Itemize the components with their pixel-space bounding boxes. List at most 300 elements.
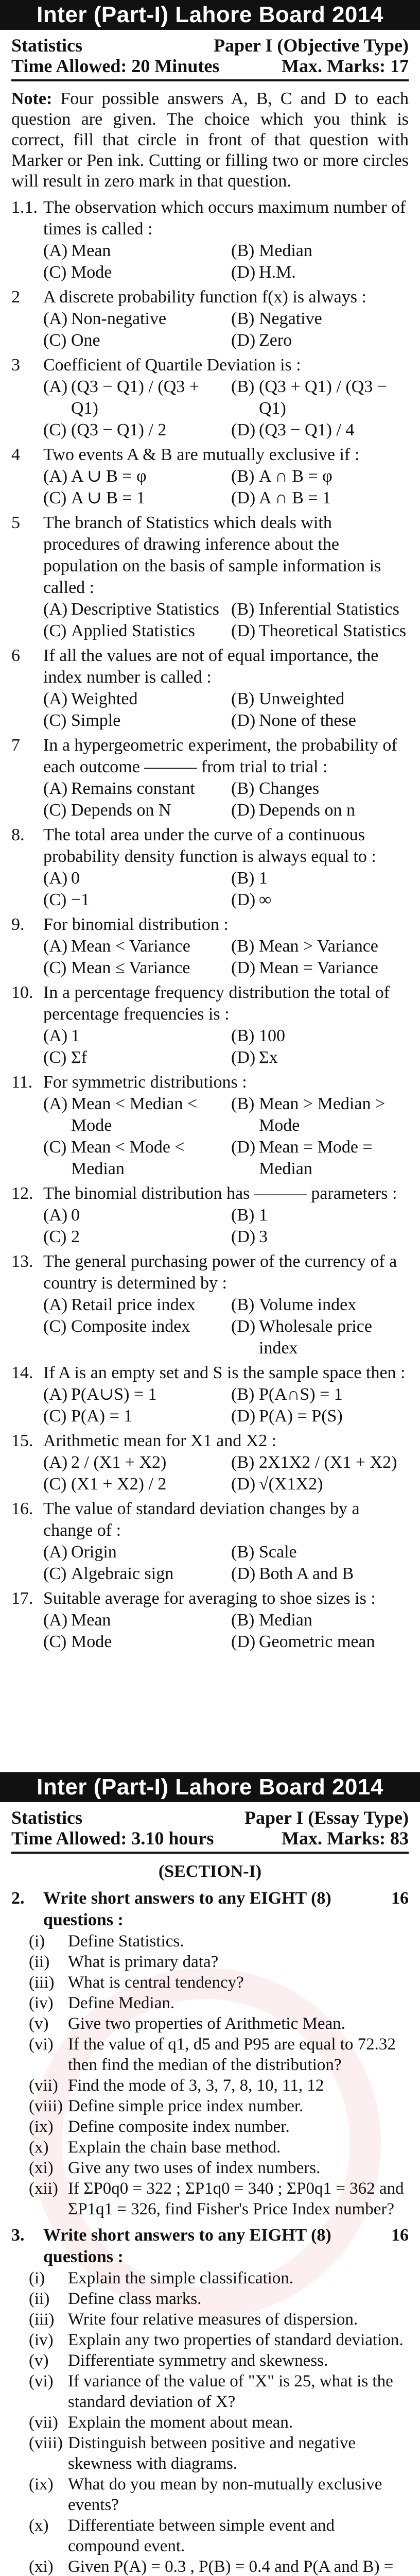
sub-question-text: Define simple price index number. (68, 2097, 304, 2115)
option-letter: (B) (231, 869, 255, 888)
question-text: Two events A & B are mutually exclusive if : (43, 445, 360, 464)
option-text: Mean ≤ Variance (71, 958, 190, 977)
question-number: 6 (11, 646, 20, 665)
mcq-option (231, 1631, 409, 1653)
sub-question-text: Give any two uses of index numbers. (68, 2159, 321, 2177)
sub-question-number: (x) (29, 2516, 49, 2535)
option-text: Descriptive Statistics (71, 600, 220, 619)
question-number: 9. (11, 915, 25, 934)
option-letter: (B) (231, 779, 255, 798)
sub-question (11, 2075, 409, 2096)
option-text: Mean > Variance (259, 937, 378, 956)
mcq-question (11, 444, 409, 466)
sub-question-text: If the value of q1, d5 and P95 are equal to 72.32 then find the median of the distribution? (68, 2035, 396, 2074)
question-text: The branch of Statistics which deals with procedures of drawing inference about the population on the basis of sample information is called : (43, 513, 381, 597)
mcq-option (231, 262, 409, 283)
mcq-option (231, 1452, 409, 1473)
option-text: A ∪ B = 1 (71, 488, 146, 507)
option-text: Zero (259, 331, 292, 350)
mcq-option (43, 1609, 221, 1631)
option-letter: (D) (231, 711, 256, 730)
sub-question-text: What do you mean by non-mutually exclusive events? (68, 2475, 382, 2514)
sub-question-number: (v) (29, 2014, 49, 2033)
mcq-question (11, 824, 409, 868)
option-text: Algebraic sign (71, 1564, 174, 1583)
sub-question (11, 1972, 409, 1993)
option-letter: (C) (43, 621, 67, 640)
paper-type: Paper I (Objective Type) (214, 35, 409, 56)
mcq-question (11, 197, 409, 240)
mcq-option (231, 1226, 409, 1248)
mcq-option (231, 1609, 409, 1631)
mcq-option (43, 1137, 221, 1180)
option-letter: (D) (231, 420, 256, 439)
question-text: For binomial distribution : (43, 915, 229, 934)
mcq-question (11, 354, 409, 376)
question-number: 7 (11, 736, 20, 755)
sub-question (11, 2137, 409, 2158)
mcq-option (231, 800, 409, 821)
option-letter: (A) (43, 377, 68, 396)
sub-question-text: Write four relative measures of dispersion. (68, 2310, 358, 2329)
question-marks: 16 (391, 1889, 409, 1908)
option-letter: (C) (43, 1475, 67, 1494)
mcq-option (43, 1384, 221, 1405)
sub-question (11, 1952, 409, 1972)
question-text: A discrete probability function f(x) is always : (43, 287, 366, 307)
mcq-option (231, 1316, 409, 1359)
essay-header-row1 (11, 1807, 409, 1828)
mcq-question (11, 735, 409, 778)
option-letter: (D) (231, 331, 256, 350)
mcq-question (11, 286, 409, 308)
option-text: Depends on n (259, 801, 355, 820)
mcq-option (231, 376, 409, 419)
mcq-options (11, 1452, 409, 1495)
option-text: Mode (71, 1632, 112, 1651)
question-text: The value of standard deviation changes by a change of : (43, 1499, 360, 1540)
sub-question (11, 2116, 409, 2137)
option-letter: (B) (231, 467, 255, 486)
option-text: 1 (259, 869, 268, 888)
mcq-option (231, 466, 409, 487)
sub-question-text: Find the mode of 3, 3, 7, 8, 10, 11, 12 (68, 2076, 324, 2095)
option-text: Unweighted (259, 689, 345, 708)
sub-question (11, 2158, 409, 2178)
sub-question-text: Given P(A) = 0.3 , P(B) = 0.4 and P(A and B) = (68, 2557, 394, 2576)
sub-question-text: Differentiate symmetry and skewness. (68, 2351, 328, 2370)
option-text: Depends on N (71, 801, 171, 820)
option-letter: (D) (231, 1048, 256, 1067)
question-number: 1.1. (11, 198, 38, 217)
option-letter: (A) (43, 1295, 68, 1314)
option-text: 1 (259, 1206, 268, 1225)
option-text: Mean < Variance (71, 937, 190, 956)
option-letter: (A) (43, 689, 68, 708)
time-allowed: Time Allowed: 20 Minutes (11, 56, 220, 76)
mcq-options (11, 688, 409, 732)
option-text: Geometric mean (259, 1632, 375, 1651)
mcq-question (11, 645, 409, 688)
mcq-option (43, 688, 221, 710)
mcq-options (11, 466, 409, 509)
option-text: None of these (259, 711, 356, 730)
question-number: 14. (11, 1363, 33, 1382)
sub-question-number: (v) (29, 2351, 49, 2370)
sub-question (11, 2013, 409, 2034)
option-text: (Q3 + Q1) / (Q3 − Q1) (259, 377, 387, 418)
option-text: 2X1X2 / (X1 + X2) (259, 1453, 397, 1472)
option-letter: (C) (43, 263, 67, 282)
mcq-option (231, 620, 409, 642)
mcq-option (231, 1294, 409, 1316)
mcq-question (11, 1251, 409, 1294)
option-letter: (A) (43, 869, 68, 888)
mcq-question (11, 1072, 409, 1093)
option-letter: (C) (43, 331, 67, 350)
option-letter: (C) (43, 801, 67, 820)
question-text: Arithmetic mean for X1 and X2 : (43, 1431, 277, 1450)
sub-question-number: (x) (29, 2138, 49, 2157)
option-text: 3 (259, 1227, 268, 1246)
option-letter: (C) (43, 420, 67, 439)
option-letter: (D) (231, 621, 256, 640)
mcq-options (11, 1093, 409, 1180)
sub-question-text: What is central tendency? (68, 1973, 244, 1992)
sub-question (11, 2268, 409, 2289)
mcq-options (11, 1541, 409, 1585)
option-text: Applied Statistics (71, 621, 195, 640)
option-letter: (A) (43, 1026, 68, 1045)
option-letter: (A) (43, 779, 68, 798)
question-number: 8. (11, 825, 25, 844)
mcq-option (231, 868, 409, 889)
mcq-options (11, 1294, 409, 1359)
option-letter: (A) (43, 1611, 68, 1630)
sub-question-number: (vi) (29, 2035, 54, 2054)
option-letter: (A) (43, 1453, 68, 1472)
mcq-option (231, 1025, 409, 1047)
question-number: 2 (11, 287, 20, 307)
essay-paper (0, 1772, 420, 2576)
mcq-option (43, 1563, 221, 1585)
mcq-option (43, 1047, 221, 1069)
mcq-option (231, 330, 409, 351)
question-number: 10. (11, 983, 33, 1002)
sub-question (11, 2034, 409, 2075)
option-letter: (D) (231, 1632, 256, 1651)
question-text: The observation which occurs maximum number of times is called : (43, 198, 406, 239)
mcq-options (11, 376, 409, 441)
sub-question (11, 2330, 409, 2350)
option-text: (X1 + X2) / 2 (71, 1475, 167, 1494)
mcq-option (43, 1405, 221, 1427)
option-letter: (A) (43, 467, 68, 486)
option-letter: (B) (231, 1026, 255, 1045)
mcq-options (11, 240, 409, 283)
option-text: 2 (71, 1227, 80, 1246)
sub-question (11, 2412, 409, 2433)
option-letter: (D) (231, 1138, 256, 1157)
mcq-option (231, 1563, 409, 1585)
option-letter: (B) (231, 1206, 255, 1225)
option-text: Negative (259, 309, 322, 328)
max-marks: Max. Marks: 83 (282, 1828, 409, 1849)
option-text: (Q3 − Q1) / 4 (259, 420, 355, 439)
sub-question-text: Define Statistics. (68, 1932, 184, 1951)
question-text: If all the values are not of equal importance, the index number is called : (43, 646, 379, 687)
sub-question-number: (iv) (29, 1994, 54, 2012)
question-text: The total area under the curve of a continuous probability density function is always equal to : (43, 825, 376, 866)
option-letter: (C) (43, 1317, 67, 1336)
option-text: Retail price index (71, 1295, 196, 1314)
mcq-question (11, 1588, 409, 1609)
option-text: P(A∩S) = 1 (259, 1385, 343, 1404)
option-text: Both A and B (259, 1564, 354, 1583)
option-text: 1 (71, 1026, 80, 1045)
mcq-option (43, 419, 221, 441)
option-letter: (A) (43, 937, 68, 956)
sub-question-number: (ii) (29, 2290, 50, 2308)
mcq-option (43, 466, 221, 487)
mcq-option (43, 487, 221, 509)
question-number: 16. (11, 1499, 33, 1518)
divider (11, 79, 409, 81)
q3-heading (11, 2225, 409, 2268)
option-text: Median (259, 1611, 312, 1630)
option-text: ∞ (259, 890, 272, 909)
mcq-options (11, 868, 409, 911)
question-text: If A is an empty set and S is the sample space then : (43, 1363, 406, 1382)
mcq-option (43, 957, 221, 979)
sub-question-number: (vii) (29, 2413, 58, 2432)
option-letter: (D) (231, 1475, 256, 1494)
question-3 (11, 2225, 409, 2576)
sub-question-text: Explain the chain base method. (68, 2138, 281, 2157)
option-letter: (B) (231, 689, 255, 708)
mcq-question (11, 914, 409, 936)
mcq-option (43, 376, 221, 419)
sub-question (11, 2096, 409, 2116)
option-text: Wholesale price index (259, 1317, 372, 1358)
mcq-option (231, 1384, 409, 1405)
sub-question (11, 1931, 409, 1952)
option-text: √(X1X2) (259, 1475, 323, 1494)
sub-question-text: What is primary data? (68, 1953, 219, 1971)
option-letter: (D) (231, 801, 256, 820)
sub-question-number: (vi) (29, 2372, 54, 2391)
option-text: 100 (259, 1026, 285, 1045)
divider (11, 1852, 409, 1854)
question-text: The binomial distribution has ——— parameters : (43, 1184, 397, 1203)
option-letter: (C) (43, 890, 67, 909)
objective-header-row1 (11, 35, 409, 56)
objective-header-row2 (11, 56, 409, 76)
mcq-options (11, 1205, 409, 1248)
mcq-option (43, 1294, 221, 1316)
option-text: (Q3 − Q1) / (Q3 + Q1) (71, 377, 199, 418)
mcq-question (11, 1362, 409, 1384)
question-number: 17. (11, 1589, 33, 1608)
option-letter: (A) (43, 241, 68, 260)
option-text: Mean > Median > Mode (259, 1094, 386, 1135)
option-text: Mode (71, 263, 112, 282)
mcq-option (231, 889, 409, 911)
option-text: A ∩ B = φ (259, 467, 332, 486)
option-text: Simple (71, 711, 121, 730)
question-number: 11. (11, 1073, 33, 1092)
mcq-options (11, 308, 409, 351)
sub-question-text: Distinguish between positive and negative skewness with diagrams. (68, 2434, 356, 2473)
sub-question-number: (viii) (29, 2434, 63, 2452)
option-letter: (B) (231, 600, 255, 619)
mcq-question (11, 982, 409, 1025)
mcq-option (231, 1137, 409, 1180)
option-text: Scale (259, 1543, 297, 1562)
option-text: Σx (259, 1048, 278, 1067)
question-instruction: Write short answers to any EIGHT (8) questions : (43, 1889, 331, 1929)
sub-question (11, 2350, 409, 2371)
option-letter: (C) (43, 1632, 67, 1651)
question-number: 3. (11, 2226, 25, 2245)
option-letter: (B) (231, 1611, 255, 1630)
option-letter: (D) (231, 1564, 256, 1583)
option-text: Origin (71, 1543, 117, 1562)
option-text: Mean < Mode < Median (71, 1138, 185, 1178)
option-text: Mean (71, 241, 111, 260)
mcq-option (43, 599, 221, 620)
option-letter: (A) (43, 1206, 68, 1225)
mcq-option (231, 240, 409, 262)
option-text: Mean (71, 1611, 111, 1630)
option-letter: (D) (231, 1406, 256, 1426)
mcq-option (231, 1473, 409, 1495)
option-letter: (C) (43, 1406, 67, 1426)
mcq-option (231, 419, 409, 441)
mcq-option (43, 262, 221, 283)
mcq-option (43, 330, 221, 351)
mcq-option (231, 957, 409, 979)
question-number: 5 (11, 513, 20, 532)
mcq-option (43, 889, 221, 911)
option-letter: (B) (231, 1094, 255, 1113)
option-letter: (A) (43, 309, 68, 328)
mcq-option (231, 1093, 409, 1137)
sub-question (11, 2433, 409, 2474)
option-text: Composite index (71, 1317, 190, 1336)
sub-question (11, 2309, 409, 2330)
question-text: For symmetric distributions : (43, 1073, 247, 1092)
mcq-list (11, 197, 409, 1653)
mcq-option (231, 308, 409, 330)
option-text: Remains constant (71, 779, 195, 798)
q2-heading (11, 1888, 409, 1931)
mcq-options (11, 778, 409, 821)
option-text: Mean = Variance (259, 958, 378, 977)
instructions-note: Note: Four possible answers A, B, C and D to each question are given. The choice which you think is correct, fill that circle in front of that question with Marker or Pen ink. Cutting or filling two or more circles will result in zero mark in that question. (11, 89, 409, 191)
option-letter: (A) (43, 600, 68, 619)
mcq-options (11, 1384, 409, 1427)
sub-question (11, 1993, 409, 2013)
option-letter: (A) (43, 1094, 68, 1113)
option-text: P(A) = P(S) (259, 1406, 343, 1426)
subject: Statistics (11, 1807, 82, 1828)
mcq-option (231, 487, 409, 509)
option-letter: (B) (231, 937, 255, 956)
option-letter: (C) (43, 1564, 67, 1583)
mcq-option (231, 710, 409, 732)
section-1-title: (SECTION-I) (158, 1862, 262, 1881)
sub-question-number: (ii) (29, 1953, 50, 1971)
mcq-option (43, 1473, 221, 1495)
option-text: Inferential Statistics (259, 600, 399, 619)
option-letter: (C) (43, 488, 67, 507)
option-text: Mean = Mode = Median (259, 1138, 373, 1178)
sub-question (11, 2371, 409, 2412)
sub-question-number: (ix) (29, 2475, 54, 2494)
option-text: Volume index (259, 1295, 357, 1314)
sub-question-text: Explain the simple classification. (68, 2269, 294, 2287)
option-letter: (C) (43, 711, 67, 730)
question-text: The general purchasing power of the currency of a country is determined by : (43, 1252, 397, 1293)
mcq-option (231, 778, 409, 800)
mcq-question (11, 1430, 409, 1452)
option-letter: (C) (43, 1227, 67, 1246)
mcq-options (11, 599, 409, 642)
mcq-option (231, 688, 409, 710)
question-text: In a percentage frequency distribution the total of percentage frequencies is : (43, 983, 390, 1024)
max-marks: Max. Marks: 17 (282, 56, 409, 76)
option-letter: (B) (231, 309, 255, 328)
sub-question (11, 2289, 409, 2309)
mcq-option (231, 1541, 409, 1563)
mcq-option (43, 1025, 221, 1047)
paper-type: Paper I (Essay Type) (244, 1807, 409, 1828)
mcq-option (43, 308, 221, 330)
mcq-option (231, 1405, 409, 1427)
mcq-option (231, 936, 409, 957)
sub-question-text: Give two properties of Arithmetic Mean. (68, 2014, 345, 2033)
question-text: In a hypergeometric experiment, the probability of each outcome ——— from trial to trial : (43, 736, 397, 776)
sub-question-number: (iii) (29, 1973, 55, 1992)
question-number: 2. (11, 1889, 25, 1908)
mcq-option (43, 1316, 221, 1359)
objective-banner: Inter (Part-I) Lahore Board 2014 (0, 0, 420, 30)
sub-question-text: Explain the moment about mean. (68, 2413, 293, 2432)
essay-header-row2 (11, 1828, 409, 1849)
sub-question (11, 2556, 409, 2576)
option-text: 2 / (X1 + X2) (71, 1453, 167, 1472)
option-text: (Q3 − Q1) / 2 (71, 420, 167, 439)
option-letter: (D) (231, 1317, 256, 1336)
sub-question-number: (xi) (29, 2557, 54, 2576)
question-marks: 16 (391, 2226, 409, 2245)
mcq-question (11, 1498, 409, 1541)
question-number: 13. (11, 1252, 33, 1271)
option-letter: (B) (231, 1543, 255, 1562)
option-text: 0 (71, 869, 80, 888)
option-letter: (D) (231, 488, 256, 507)
sub-question-text: Differentiate between simple event and compound event. (68, 2516, 335, 2555)
question-2 (11, 1888, 409, 2219)
option-letter: (D) (231, 890, 256, 909)
option-letter: (D) (231, 958, 256, 977)
sub-question-text: Define Median. (68, 1994, 175, 2012)
sub-question-text: If variance of the value of "X" is 25, what is the standard deviation of X? (68, 2372, 393, 2411)
mcq-option (43, 936, 221, 957)
mcq-option (43, 240, 221, 262)
sub-question-number: (xii) (29, 2179, 58, 2198)
